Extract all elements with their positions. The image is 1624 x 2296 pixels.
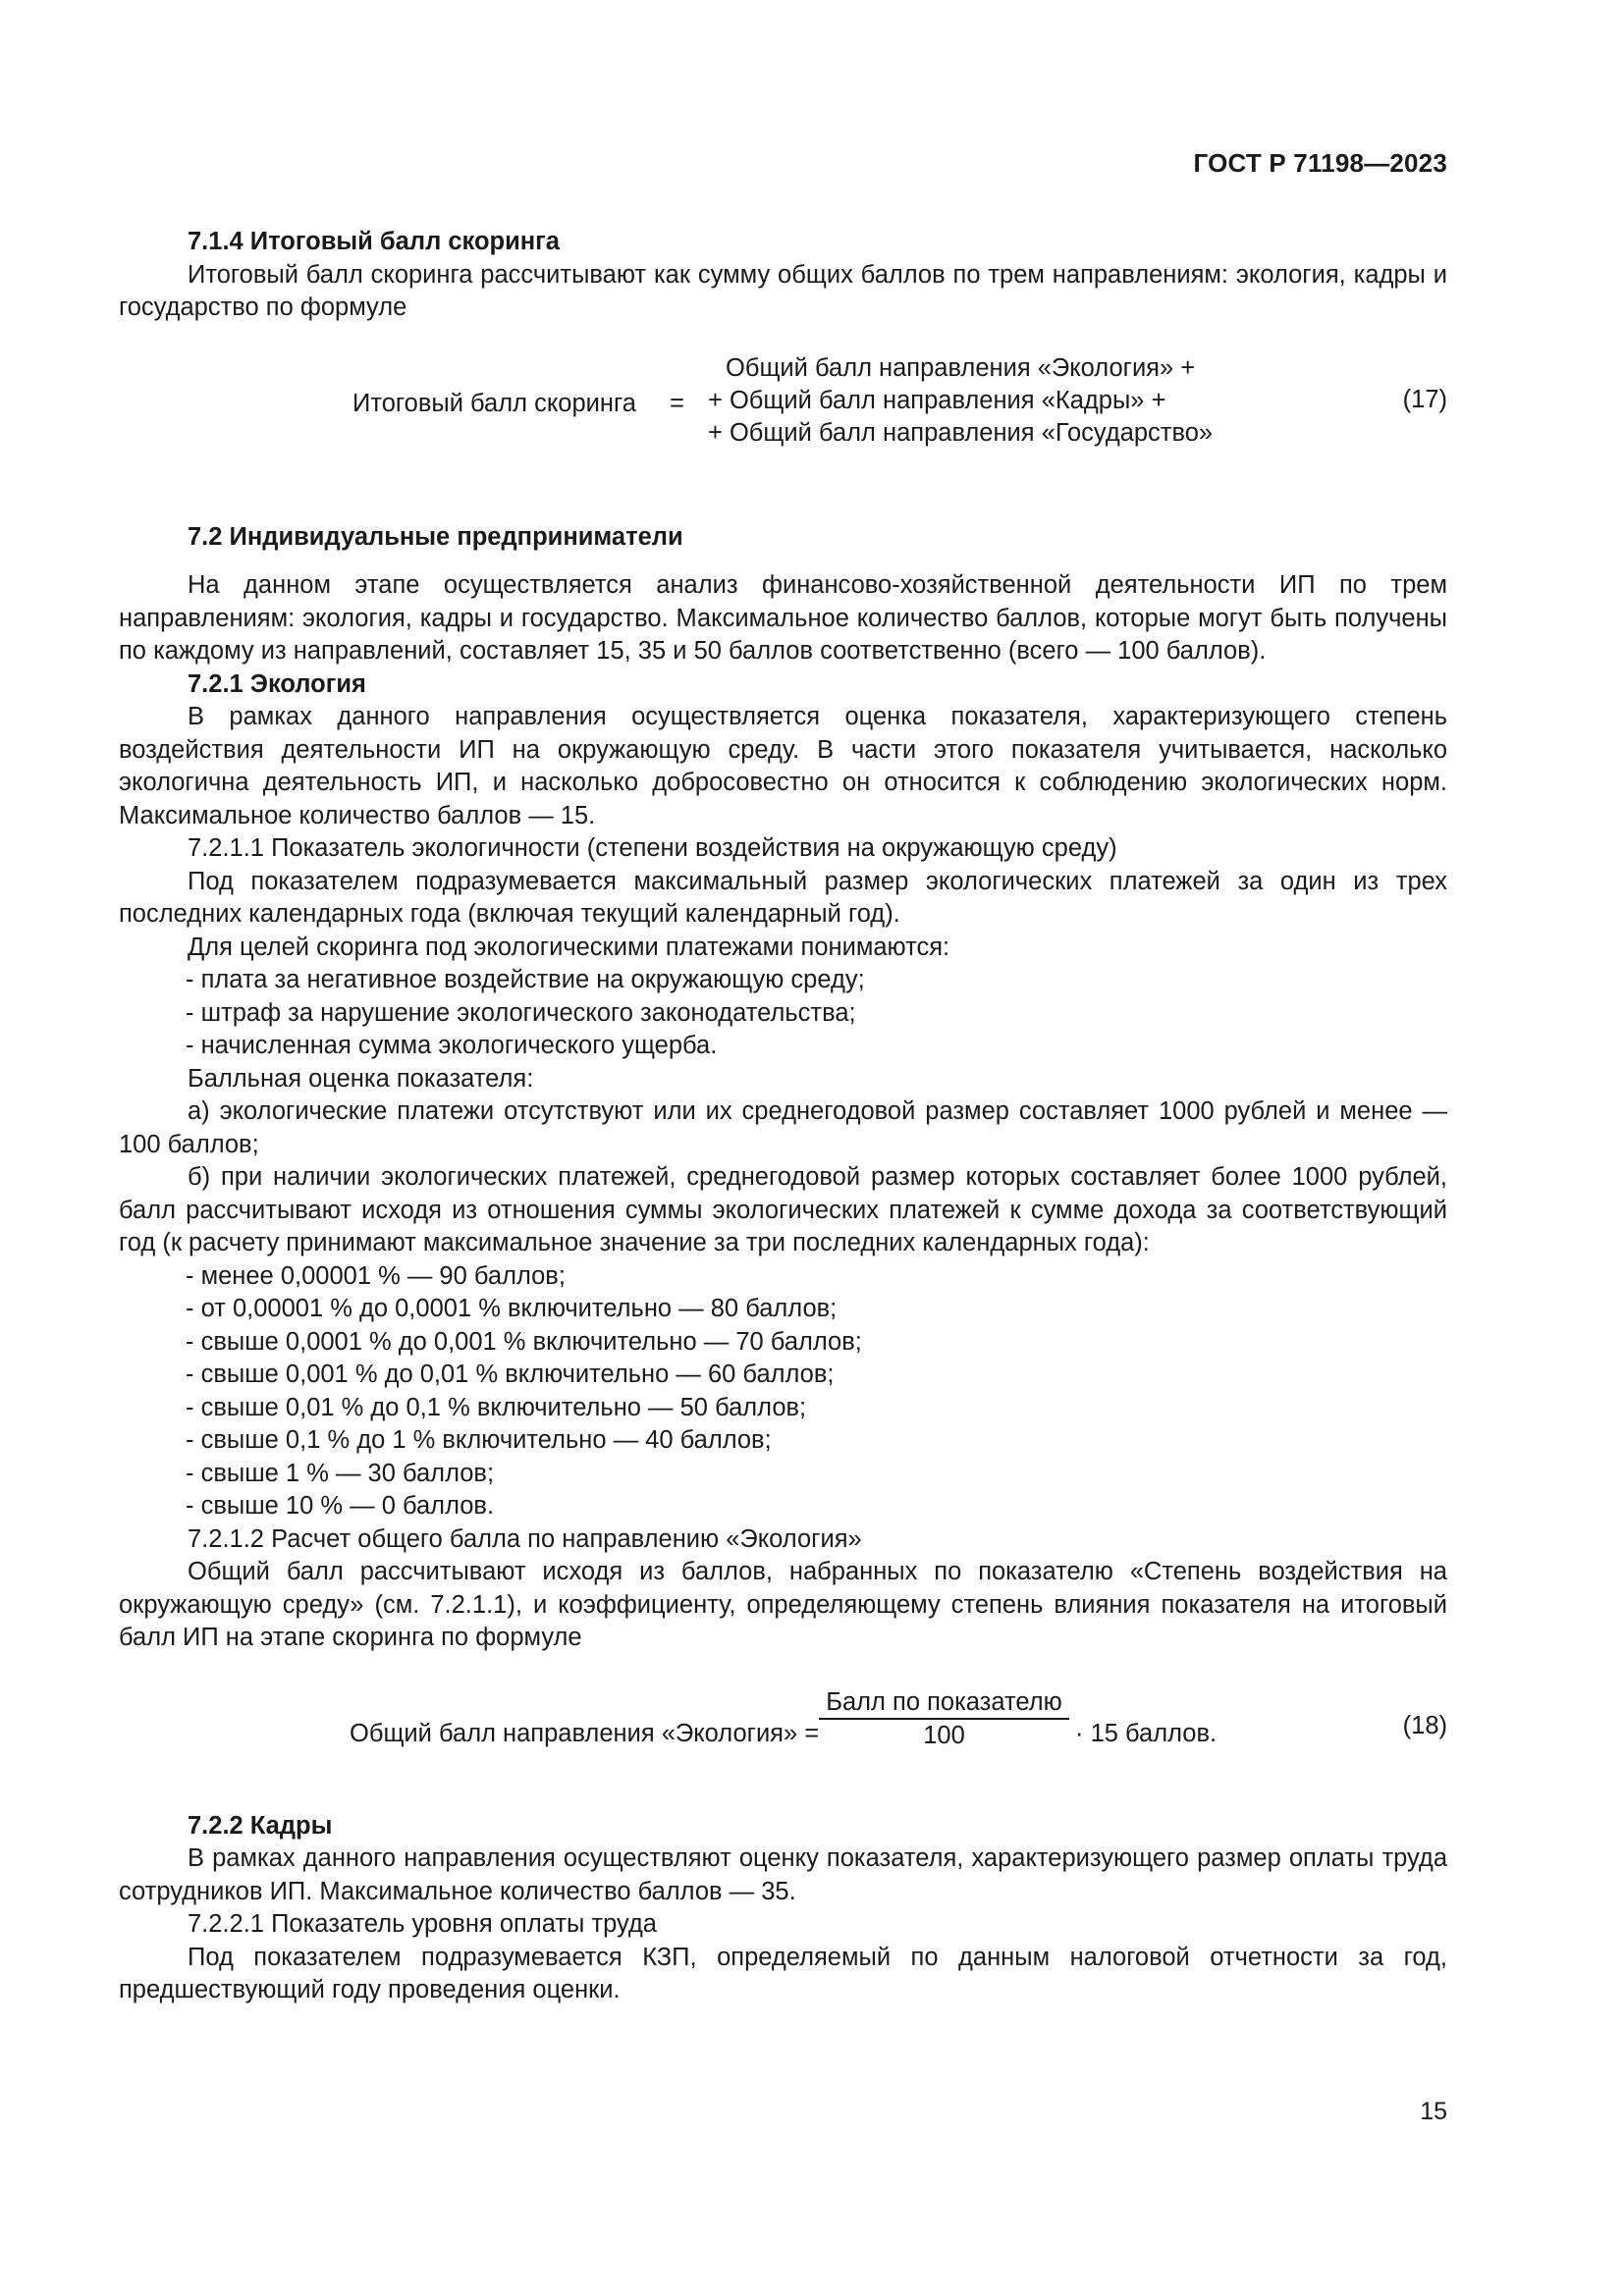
paragraph: Общий балл рассчитывают исходя из баллов, набранных по показателю «Степень воздействия на окружающую среду» (см. 7.2.1.1), и коэффициенту, определяющему степень влияния показателя на итоговый балл ИП на этапе скоринга по формуле [119, 1558, 1447, 1651]
paragraph: В рамках данного направления осуществляется оценка показателя, характеризующего степень воздействия деятельности ИП на окружающую среду. В части этого показателя учитывается, насколько экологична деятельность ИП, и насколько добросовестно он относится к соблюдению экологических норм. Максимальное количество баллов — 15. [119, 703, 1447, 829]
list-item: - начисленная сумма экологического ущерба. [186, 1032, 718, 1059]
subsection-title: 7.2.1.2 Расчет общего балла по направлению «Экология» [188, 1524, 862, 1553]
list-item: - свыше 0,0001 % до 0,001 % включительно — 70 баллов; [186, 1327, 862, 1356]
paragraph: В рамках данного направления осуществляют оценку показателя, характеризующего размер оплаты труда сотрудников ИП. Максимальное количество баллов — 35. [119, 1844, 1447, 1905]
formula-equals: = [670, 389, 684, 417]
list-item: - свыше 0,1 % до 1 % включительно — 40 баллов; [186, 1426, 772, 1454]
page-content [119, 226, 1447, 2007]
document-code: ГОСТ Р 71198—2023 [1193, 148, 1447, 178]
paragraph: На данном этапе осуществляется анализ финансово-хозяйственной деятельности ИП по трем направлениям: экология, кадры и государство. Максимальное количество баллов, которые могут быть получены по каждому из направлений, составляет 15, 35 и 50 баллов соответственно (всего — 100 баллов). [119, 571, 1447, 665]
section-heading-7-1-4: 7.1.4 Итоговый балл скоринга [188, 228, 560, 255]
formula-lhs: Общий балл направления «Экология» = [350, 1719, 820, 1747]
formula-number: (18) [1402, 1711, 1447, 1739]
section-heading-7-2-1: 7.2.1 Экология [188, 669, 366, 698]
fraction-denominator: 100 [923, 1721, 965, 1749]
fraction-numerator: Балл по показателю [826, 1687, 1062, 1716]
list-item: - свыше 1 % — 30 баллов; [186, 1459, 495, 1487]
list-item: - от 0,00001 % до 0,0001 % включительно — 80 баллов; [186, 1295, 838, 1322]
section-heading-7-2: 7.2 Индивидуальные предприниматели [188, 522, 683, 551]
page-number: 15 [1420, 2098, 1447, 2125]
subsection-title: 7.2.2.1 Показатель уровня оплаты труда [188, 1910, 657, 1938]
formula-multiplier: · 15 баллов. [1075, 1719, 1218, 1747]
formula-line: + Общий балл направления «Кадры» + [708, 386, 1166, 414]
list-item: - плата за негативное воздействие на окружающую среду; [186, 966, 865, 993]
list-item: - свыше 10 % — 0 баллов. [186, 1492, 495, 1520]
formula-number: (17) [1402, 385, 1447, 413]
list-item-a: а) экологические платежи отсутствуют или их среднегодовой размер составляет 1000 рублей и менее — 100 баллов; [119, 1097, 1447, 1158]
formula-line: Общий балл направления «Экология» + [726, 353, 1196, 382]
paragraph: Под показателем подразумевается максимальный размер экологических платежей за один из трех последних календарных года (включая текущий календарный год). [119, 867, 1447, 928]
formula-fraction [819, 1686, 1069, 1751]
formula-17 [119, 352, 1447, 470]
formula-line: + Общий балл направления «Государство» [708, 418, 1214, 447]
subsection-title: 7.2.1.1 Показатель экологичности (степени воздействия на окружающую среду) [188, 834, 1117, 862]
paragraph: Итоговый балл скоринга рассчитывают как сумму общих баллов по трем направлениям: экология, кадры и государство по формуле [119, 260, 1447, 321]
list-item: - свыше 0,001 % до 0,01 % включительно — 60 баллов; [186, 1361, 835, 1388]
formula-lhs: Итоговый балл скоринга [352, 389, 636, 417]
formula-rhs [708, 352, 1214, 450]
list-item: - штраф за нарушение экологического законодательства; [186, 998, 856, 1027]
paragraph: Балльная оценка показателя: [188, 1064, 534, 1093]
formula-18 [119, 1675, 1447, 1765]
paragraph: Под показателем подразумевается КЗП, определяемый по данным налоговой отчетности за год, предшествующий году проведения оценки. [119, 1943, 1447, 2003]
section-heading-7-2-2: 7.2.2 Кадры [188, 1811, 333, 1840]
list-item: - менее 0,00001 % — 90 баллов; [186, 1261, 566, 1290]
paragraph: Для целей скоринга под экологическими платежами понимаются: [188, 933, 950, 961]
list-item: - свыше 0,01 % до 0,1 % включительно — 50 баллов; [186, 1393, 807, 1421]
list-item-b: б) при наличии экологических платежей, среднегодовой размер которых составляет более 1000 рублей, балл рассчитывают исходя из отношения суммы экологических платежей к сумме дохода за соответствующий год (к расчету принимают максимальное значение за три последних календарных года): [119, 1163, 1447, 1256]
